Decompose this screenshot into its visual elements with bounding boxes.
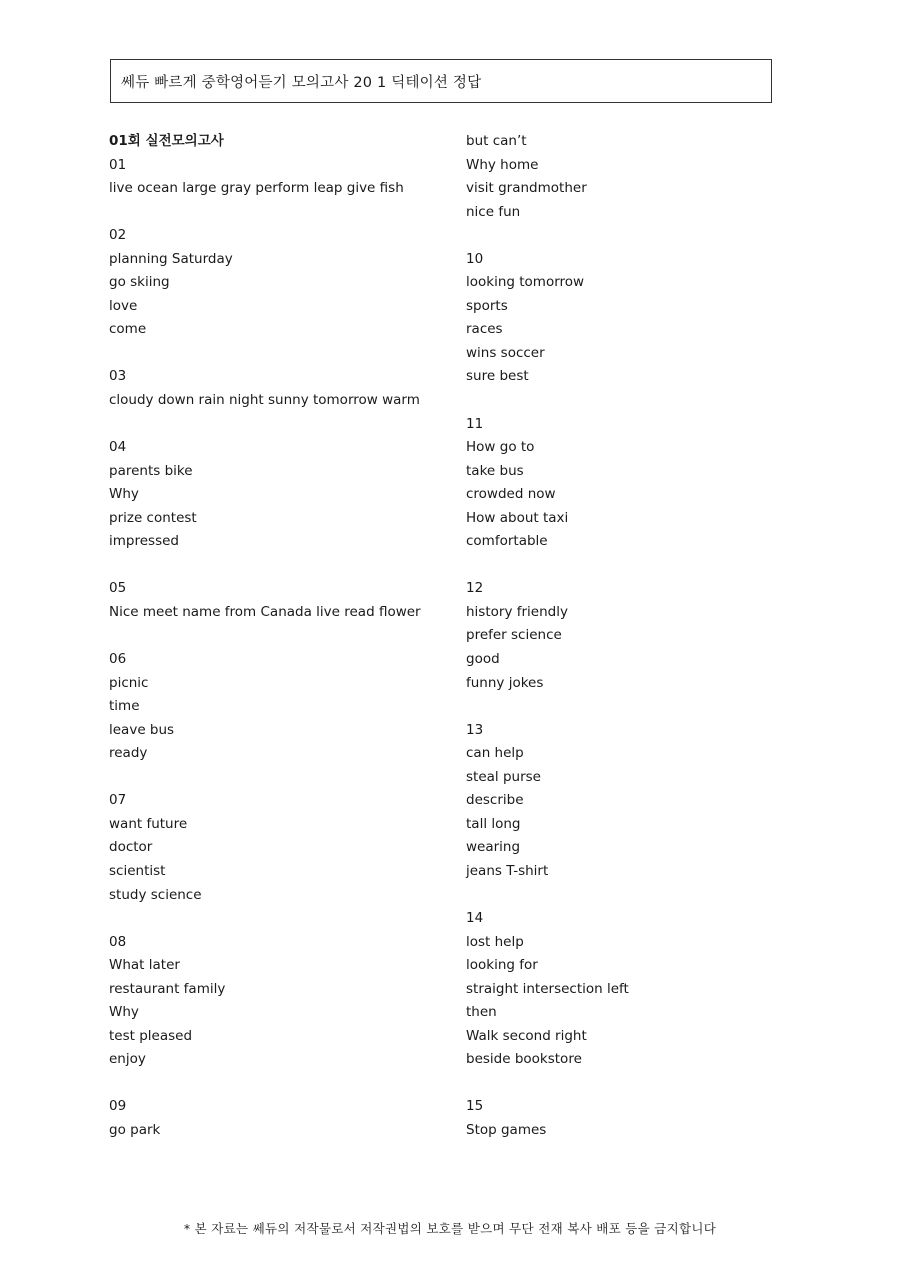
answer-line: Nice meet name from Canada live read flower (109, 603, 421, 620)
answer-line: parents bike (109, 462, 193, 479)
question-number: 05 (109, 580, 127, 597)
copyright-notice: * 본 자료는 쎄듀의 저작물로서 저작권법의 보호를 받으며 무단 전재 복사 배포 등을 금지합니다 (183, 1221, 717, 1236)
answer-line: good (466, 651, 500, 668)
answer-line: love (109, 297, 138, 314)
answer-line: Walk second right (466, 1027, 587, 1044)
document-title: 쎄듀 빠르게 중학영어듣기 모의고사 20 1 딕테이션 정답 (121, 74, 482, 91)
spacer-line (109, 624, 449, 648)
answer-line: prize contest (109, 509, 197, 526)
answer-line: go skiing (109, 274, 170, 291)
answer-line: Why home (466, 156, 539, 173)
answer-line: comfortable (466, 533, 548, 550)
question-number: 08 (109, 933, 127, 950)
answer-line: live ocean large gray perform leap give fish (109, 180, 404, 197)
answer-line: then (466, 1004, 497, 1021)
spacer-line (109, 554, 449, 578)
answer-line: test pleased (109, 1027, 193, 1044)
spacer-line (466, 1072, 766, 1096)
question-number: 15 (466, 1098, 484, 1115)
question-number: 07 (109, 792, 127, 809)
question-number: 06 (109, 651, 127, 668)
answer-line: picnic (109, 674, 149, 691)
answer-line: scientist (109, 862, 166, 879)
answer-line: sure best (466, 368, 529, 385)
answer-line: What later (109, 957, 180, 974)
spacer-line (466, 554, 766, 578)
answer-line: history friendly (466, 603, 568, 620)
answer-line: visit grandmother (466, 180, 587, 197)
answer-line: straight intersection left (466, 980, 629, 997)
question-number: 09 (109, 1098, 127, 1115)
question-number: 14 (466, 910, 484, 927)
question-number: 10 (466, 250, 484, 267)
answer-line: time (109, 698, 140, 715)
answer-line: want future (109, 815, 188, 832)
answer-line: Why (109, 1004, 139, 1021)
spacer-line (466, 695, 766, 719)
answer-line: planning Saturday (109, 250, 233, 267)
question-number: 12 (466, 580, 484, 597)
question-number: 02 (109, 227, 127, 244)
answer-line: study science (109, 886, 202, 903)
question-number: 01 (109, 156, 127, 173)
spacer-line (109, 342, 449, 366)
spacer-line (466, 389, 766, 413)
answer-line: races (466, 321, 503, 338)
answer-line: lost help (466, 933, 524, 950)
answer-line: cloudy down rain night sunny tomorrow warm (109, 392, 420, 409)
answer-line: wins soccer (466, 344, 545, 361)
spacer-line (109, 413, 449, 437)
answer-line: ready (109, 745, 148, 762)
spacer-line (109, 201, 449, 225)
answer-line: looking for (466, 957, 538, 974)
question-number: 03 (109, 368, 127, 385)
answer-line: restaurant family (109, 980, 226, 997)
answer-line: Why (109, 486, 139, 503)
answer-line: take bus (466, 462, 524, 479)
spacer-line (109, 1072, 449, 1096)
section-heading: 01회 실전모의고사 (109, 133, 224, 149)
answer-line: describe (466, 792, 524, 809)
right-answer-column (466, 130, 766, 1143)
answer-line: enjoy (109, 1051, 146, 1068)
answer-line: but can’t (466, 133, 527, 149)
answer-line: funny jokes (466, 674, 544, 691)
spacer-line (109, 907, 449, 931)
answer-line: leave bus (109, 721, 175, 738)
spacer-line (109, 766, 449, 790)
spacer-line (466, 884, 766, 908)
answer-line: tall long (466, 815, 521, 832)
spacer-line (466, 224, 766, 248)
answer-line: wearing (466, 839, 521, 856)
answer-line: steal purse (466, 768, 541, 785)
answer-line: How go to (466, 439, 535, 456)
answer-line: beside bookstore (466, 1051, 582, 1068)
answer-line: come (109, 321, 147, 338)
answer-line: jeans T-shirt (466, 862, 549, 879)
answer-line: crowded now (466, 486, 556, 503)
question-number: 11 (466, 415, 484, 432)
answer-line: looking tomorrow (466, 274, 585, 291)
answer-line: can help (466, 745, 524, 762)
answer-line: doctor (109, 839, 153, 856)
question-number: 13 (466, 721, 484, 738)
answer-line: impressed (109, 533, 179, 550)
left-answer-column (109, 130, 449, 1143)
answer-line: How about taxi (466, 509, 569, 526)
answer-line: go park (109, 1121, 161, 1138)
answer-line: nice fun (466, 203, 521, 220)
question-number: 04 (109, 439, 127, 456)
answer-line: sports (466, 297, 508, 314)
document-title-box (110, 59, 772, 103)
answer-line: prefer science (466, 627, 562, 644)
answer-line: Stop games (466, 1121, 547, 1138)
